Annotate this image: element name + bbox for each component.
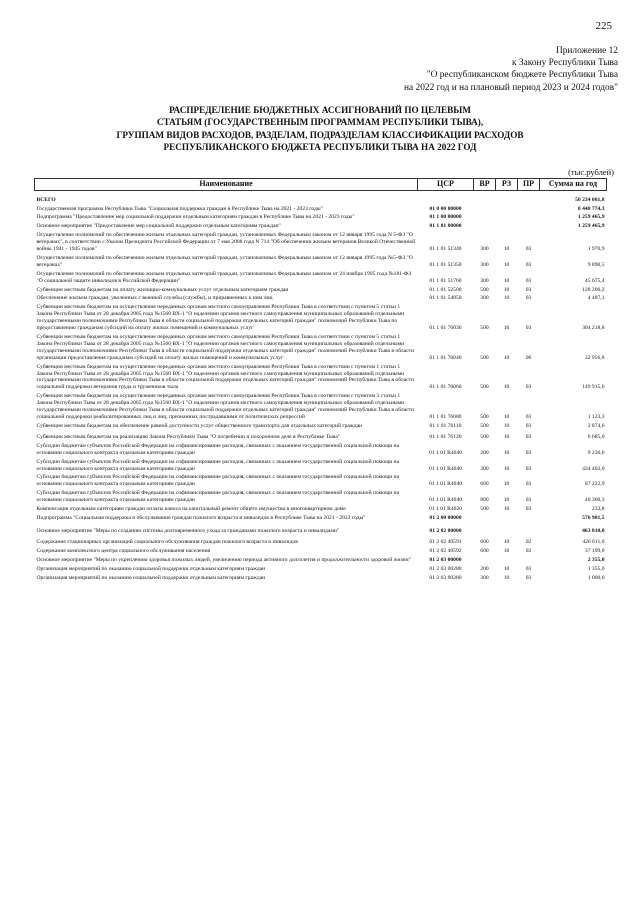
cell-rz: 10 (503, 286, 510, 293)
cell-pr: 03 (525, 574, 532, 581)
table-row (35, 304, 607, 334)
cell-csr: 01 0 00 00000 (429, 205, 462, 212)
cell-vr: 600 (480, 481, 489, 488)
cell-pr: 03 (525, 286, 532, 293)
cell-pr (518, 557, 540, 566)
table-row (35, 214, 607, 223)
header-name: Наименование (35, 179, 418, 191)
header-rz: РЗ (496, 179, 518, 191)
cell-csr: 01 1 01 R4040 (428, 497, 463, 504)
cell-name: Подпрограмма "Предоставление мер социальной поддержки отдельным категориям граждан в Республике Тыва на 2021 - 2023 годы" (36, 214, 355, 221)
cell-pr (518, 191, 540, 206)
cell-name: Содержание стационарных организаций социального обслуживания граждан пожилого возраста и инвалидов (36, 538, 298, 545)
cell-pr: 06 (525, 354, 532, 361)
cell-rz (496, 191, 518, 206)
cell-name: Компенсация отдельным категориям граждан оплаты взноса на капитальный ремонт общего имущества в многоквартирном доме (36, 506, 346, 513)
cell-pr: 03 (525, 295, 532, 302)
cell-rz: 10 (503, 295, 510, 302)
cell-csr: 01 1 01 51340 (429, 246, 462, 253)
cell-vr: 800 (480, 497, 489, 504)
cell-vr: 300 (480, 574, 489, 581)
cell-pr (518, 515, 540, 524)
cell-csr: 01 1 01 00000 (429, 223, 462, 230)
cell-sum: 233,8 (591, 506, 605, 513)
cell-sum: 9 236,6 (587, 449, 605, 456)
cell-vr (474, 191, 496, 206)
cell-vr: 500 (480, 354, 489, 361)
cell-pr: 03 (525, 449, 532, 456)
cell-rz (496, 557, 518, 566)
cell-rz: 10 (503, 481, 510, 488)
cell-vr: 500 (480, 422, 489, 429)
cell-rz: 10 (503, 574, 510, 581)
cell-vr (474, 206, 496, 215)
cell-csr: 01 1 01 76110 (429, 422, 462, 429)
cell-csr: 01 2 00 00000 (429, 514, 462, 521)
table-row (35, 575, 607, 584)
document-title (0, 104, 640, 154)
cell-name: Субвенции местным бюджетам на осуществление переданных органам местного самоуправления Республики Тыва в соответствии с пунктом 5 статьи 1 Закона Республики Тыва от 28 декабря 2005 года №1560 ВХ-1 "О наделении органов местного самоуправления муниципальных образований отдельными государственными полномочиями Республики Тыва в области социальной поддержки отдельных категорий граждан" полномочий Республики Тыва в области организации предоставления гражданам субсидий на оплату жилых помещений и коммунальных услуг (36, 334, 415, 361)
cell-pr (518, 223, 540, 232)
cell-pr: 03 (525, 422, 532, 429)
cell-vr (474, 223, 496, 232)
cell-name: Обеспечение жильем граждан, уволенных с военной службы (службы), и приравненных к ним лиц (36, 295, 273, 302)
table-row (35, 432, 607, 443)
cell-pr: 03 (525, 261, 532, 268)
cell-name: Осуществление полномочий по обеспечению жильем отдельных категорий граждан, установленных Федеральным законом от 12 января 1995 года №5-ФЗ "О ветеранах" (36, 254, 413, 268)
cell-rz (496, 223, 518, 232)
cell-rz (496, 524, 518, 537)
cell-rz (496, 214, 518, 223)
cell-csr: 01 2 02 40591 (429, 538, 462, 545)
cell-rz: 10 (503, 277, 510, 284)
table-row (35, 548, 607, 557)
cell-sum: 1 259 465,9 (577, 214, 605, 221)
cell-name: Государственная программа Республики Тыва "Социальная поддержка граждан в Республике Тыва на 2021 - 2023 годы" (36, 205, 323, 212)
cell-csr: 01 1 01 R4620 (428, 506, 463, 513)
appendix-line: к Закону Республики Тыва (512, 58, 618, 69)
cell-pr: 03 (525, 277, 532, 284)
table-row (35, 537, 607, 548)
cell-vr: 200 (480, 565, 489, 572)
table-row (35, 557, 607, 566)
cell-sum: 2 355,0 (587, 556, 605, 563)
cell-sum: 6 685,0 (587, 433, 605, 440)
table-row (35, 490, 607, 506)
cell-vr: 300 (480, 295, 489, 302)
cell-csr: 01 1 01 R4040 (428, 449, 463, 456)
table-row (35, 223, 607, 232)
cell-pr (518, 524, 540, 537)
cell-sum: 149 915,6 (582, 384, 605, 391)
cell-sum: 1 976,9 (587, 246, 605, 253)
cell-vr: 500 (480, 286, 489, 293)
cell-name: Субсидии бюджетам субъектов Российской Федерации на софинансирование расходов, связанных с оказанием государственной социальной помощи на основании социального контракта отдельным категориям граждан (36, 458, 400, 472)
cell-name: Основное мероприятие "Меры по созданию системы долговременного ухода за гражданами пожилого возраста и инвалидами" (36, 527, 340, 534)
cell-rz: 10 (503, 433, 510, 440)
cell-vr: 600 (480, 538, 489, 545)
appendix-line: на 2022 год и на плановый период 2023 и 2024 годов" (404, 82, 618, 93)
table-row (35, 459, 607, 475)
cell-vr: 500 (480, 413, 489, 420)
cell-pr (518, 214, 540, 223)
page-number: 225 (595, 20, 612, 32)
cell-name: Осуществление полномочий по обеспечению жильем отдельных категорий граждан, установленных Федеральным законом от 24 ноября 1995 года №181-ФЗ "О социальной защите инвалидов в Российской Федерации" (36, 270, 412, 284)
cell-sum: 1 259 465,9 (577, 223, 605, 230)
cell-csr: 01 1 01 51760 (429, 277, 462, 284)
cell-name: Субсидии бюджетам субъектов Российской Федерации на софинансирование расходов, связанных с оказанием государственной социальной помощи на основании социального контракта отдельным категориям граждан (36, 490, 400, 504)
cell-sum: 434 402,0 (582, 465, 605, 472)
cell-pr: 02 (525, 547, 532, 554)
cell-rz: 10 (503, 565, 510, 572)
title-line: СТАТЬЯМ (ГОСУДАРСТВЕННЫМ ПРОГРАММАМ РЕСПУБЛИКИ ТЫВА), (156, 117, 484, 128)
budget-table (34, 178, 607, 583)
table-row (35, 271, 607, 287)
table-row (35, 506, 607, 515)
cell-rz: 10 (503, 547, 510, 554)
table-row (35, 364, 607, 394)
cell-vr: 500 (480, 384, 489, 391)
header-csr: ЦСР (418, 179, 474, 191)
cell-rz: 10 (503, 384, 510, 391)
cell-pr: 03 (525, 465, 532, 472)
cell-pr: 02 (525, 538, 532, 545)
cell-sum: 1 355,0 (587, 565, 605, 572)
cell-vr: 500 (480, 506, 489, 513)
cell-sum: 1 123,3 (587, 413, 605, 420)
cell-name: Субвенции местным бюджетам на реализацию Закона Республики Тыва "О погребении и похоронном деле в Республике Тыва" (36, 433, 341, 440)
cell-name: ВСЕГО (36, 196, 56, 203)
table-row (35, 524, 607, 537)
cell-name: Субвенции местным бюджетам на осуществление переданных органам местного самоуправления Республики Тыва в соответствии с пунктом 1 статьи 1 Закона Республики Тыва от 28 декабря 2005 года №1560 ВХ-1 "О наделении органов местного самоуправления муниципальных образований отдельными государственными полномочиями Республики Тыва в области социальной поддержки отдельных категорий граждан" полномочий Республики Тыва в области социальной поддержки ветеранов труда и тружеников тыла (36, 363, 415, 391)
cell-csr: 01 1 01 51350 (429, 261, 462, 268)
cell-sum: 37 199,0 (584, 547, 605, 554)
cell-sum: 87 222,9 (584, 481, 605, 488)
header-sum: Сумма на год (540, 179, 607, 191)
cell-name: Субсидии бюджетам субъектов Российской Федерации на софинансирование расходов, связанных с оказанием государственной социальной помощи на основании социального контракта отдельным категориям граждан (36, 474, 400, 488)
table-row (35, 334, 607, 364)
cell-sum: 426 611,0 (582, 538, 605, 545)
cell-sum: 50 234 001,8 (575, 196, 605, 203)
cell-name: Субвенции местным бюджетам на обеспечение равной доступности услуг общественного транспорта для отдельных категорий граждан (36, 422, 363, 429)
cell-name: Субвенции местным бюджетам на осуществление переданных органам местного самоуправления Республики Тыва в соответствии с пунктом 5 статьи 1 Закона Республики Тыва от 28 декабря 2005 года №1560 ВХ-1 "О наделении органов местного самоуправления муниципальных образований отдельными государственными полномочиями Республики Тыва в области социальной поддержки отдельных категорий граждан" полномочий Республики Тыва по предоставлению гражданам субсидий на оплату жилых помещений и коммунальных услуг (36, 304, 405, 332)
cell-vr: 600 (480, 547, 489, 554)
cell-vr (474, 524, 496, 537)
units-label: (тыс.рублей) (568, 167, 614, 177)
cell-csr: 01 1 01 54850 (429, 295, 462, 302)
table-body (35, 191, 607, 584)
cell-rz: 10 (503, 325, 510, 332)
cell-sum: 576 901,5 (582, 514, 605, 521)
cell-csr: 01 1 01 R4040 (428, 465, 463, 472)
table-header-row (35, 179, 607, 191)
cell-rz: 10 (503, 413, 510, 420)
cell-vr (474, 515, 496, 524)
cell-csr: 01 1 01 76120 (429, 433, 462, 440)
cell-csr: 01 1 01 76030 (429, 325, 462, 332)
cell-name: Подпрограмма "Социальная поддержка и обслуживание граждан пожилого возраста и инвалидов в Республике Тыва на 2021 - 2023 годы" (36, 514, 366, 521)
cell-rz: 10 (503, 506, 510, 513)
table-row-total (35, 191, 607, 206)
appendix-note (404, 45, 618, 94)
cell-name: Организация мероприятий по оказанию социальной поддержки отдельным категориям граждан (36, 565, 266, 572)
appendix-line: Приложение 12 (555, 46, 618, 56)
cell-pr: 03 (525, 413, 532, 420)
cell-sum: 2 874,6 (587, 422, 605, 429)
cell-rz: 10 (503, 497, 510, 504)
cell-csr: 01 2 02 00000 (429, 527, 462, 534)
cell-vr: 500 (480, 325, 489, 332)
cell-name: Субвенции местным бюджетам на осуществление переданных органам местного самоуправления Республики Тыва в соответствии с пунктом 3 статьи 1 Закона Республики Тыва от 28 декабря 2005 года №1560 ВХ-1 "О наделении органов местного самоуправления муниципальных образований отдельными государственными полномочиями Республики Тыва в области социальной поддержки отдельных категорий граждан" полномочий Республики Тыва в области социальной поддержки реабилитированных лиц и лиц, признанных пострадавшими от политических репрессий (36, 393, 415, 420)
title-line: РАСПРЕДЕЛЕНИЕ БЮДЖЕТНЫХ АССИГНОВАНИЙ ПО ЦЕЛЕВЫМ (169, 105, 471, 115)
appendix-line: "О республиканском бюджете Республики Тыва (426, 70, 618, 81)
cell-name: Организация мероприятий по оказанию социальной поддержки отдельным категориям граждан (36, 574, 266, 581)
table-row (35, 443, 607, 459)
cell-csr: 01 1 01 52500 (429, 286, 462, 293)
table-row (35, 566, 607, 575)
cell-csr: 01 1 01 76060 (429, 384, 462, 391)
cell-vr (474, 557, 496, 566)
table-row (35, 255, 607, 271)
table-row (35, 474, 607, 490)
cell-csr (418, 191, 474, 206)
cell-pr (518, 206, 540, 215)
cell-csr: 01 2 02 40592 (429, 547, 462, 554)
cell-name: Осуществление полномочий по обеспечению жильем отдельных категорий граждан, установленных Федеральным законом от 12 января 1995 года N 5-ФЗ "О ветеранах", в соответствии с Указом Президента Российской Федерации от 7 мая 2008 года N 714 "Об обеспечении жильем ветеранов Великой Отечественной войны 1941 - 1945 годов" (36, 232, 416, 253)
cell-pr: 03 (525, 384, 532, 391)
cell-rz (496, 515, 518, 524)
header-pr: ПР (518, 179, 540, 191)
table-row (35, 515, 607, 524)
title-line: РЕСПУБЛИКАНСКОГО БЮДЖЕТА РЕСПУБЛИКИ ТЫВА НА 2022 ГОД (163, 142, 477, 153)
cell-rz: 10 (503, 465, 510, 472)
cell-pr: 03 (525, 497, 532, 504)
cell-sum: 463 810,0 (582, 527, 605, 534)
cell-name: Содержание комплексного центра социального обслуживания населения (36, 547, 211, 554)
cell-sum: 32 956,8 (584, 354, 605, 361)
cell-rz (496, 206, 518, 215)
cell-pr: 03 (525, 565, 532, 572)
cell-rz: 10 (503, 538, 510, 545)
header-vr: ВР (474, 179, 496, 191)
cell-vr: 300 (480, 261, 489, 268)
title-line: ГРУППАМ ВИДОВ РАСХОДОВ, РАЗДЕЛАМ, ПОДРАЗДЕЛАМ КЛАССИФИКАЦИИ РАСХОДОВ (116, 129, 524, 140)
cell-rz: 10 (503, 449, 510, 456)
cell-sum: 304 218,8 (582, 325, 605, 332)
cell-sum: 45 675,4 (584, 277, 605, 284)
cell-sum: 8 448 774,3 (577, 205, 605, 212)
cell-csr: 01 2 03 00280 (429, 574, 462, 581)
cell-vr: 200 (480, 449, 489, 456)
cell-sum: 9 890,5 (587, 261, 605, 268)
cell-vr: 500 (480, 433, 489, 440)
cell-rz: 10 (503, 354, 510, 361)
cell-vr: 300 (480, 465, 489, 472)
cell-rz: 10 (503, 422, 510, 429)
cell-sum: 128 206,2 (582, 286, 605, 293)
cell-csr: 01 1 01 76080 (429, 413, 462, 420)
cell-vr: 300 (480, 277, 489, 284)
cell-csr: 01 1 01 R4040 (428, 481, 463, 488)
cell-name: Субсидии бюджетам субъектов Российской Федерации на софинансирование расходов, связанных с оказанием государственной социальной помощи на основании социального контракта отдельным категориям граждан (36, 442, 400, 456)
cell-pr: 03 (525, 481, 532, 488)
cell-rz: 10 (503, 246, 510, 253)
cell-csr: 01 1 01 76040 (429, 354, 462, 361)
cell-sum: 1 000,0 (587, 574, 605, 581)
cell-pr: 03 (525, 506, 532, 513)
cell-csr: 01 1 00 00000 (429, 214, 462, 221)
cell-csr: 01 2 03 00000 (429, 556, 462, 563)
cell-sum: 40 360,3 (584, 497, 605, 504)
cell-pr: 03 (525, 246, 532, 253)
cell-rz: 10 (503, 261, 510, 268)
cell-name: Основное мероприятие "Предоставление мер социальной поддержки отдельным категориям граждан" (36, 223, 281, 230)
cell-vr: 300 (480, 246, 489, 253)
cell-name: Основное мероприятие "Меры по укреплению здоровья пожилых людей, увеличению периода активного долголетия и продолжительности здоровой жизни" (36, 556, 411, 563)
table-row (35, 423, 607, 432)
table-row (35, 232, 607, 255)
cell-pr: 03 (525, 325, 532, 332)
cell-pr: 03 (525, 433, 532, 440)
table-row (35, 393, 607, 423)
cell-vr (474, 214, 496, 223)
cell-name: Субвенции местным бюджетам на оплату жилищно-коммунальных услуг отдельным категориям граждан (36, 286, 289, 293)
cell-sum: 4 487,1 (587, 295, 605, 302)
cell-csr: 01 2 03 00280 (429, 565, 462, 572)
